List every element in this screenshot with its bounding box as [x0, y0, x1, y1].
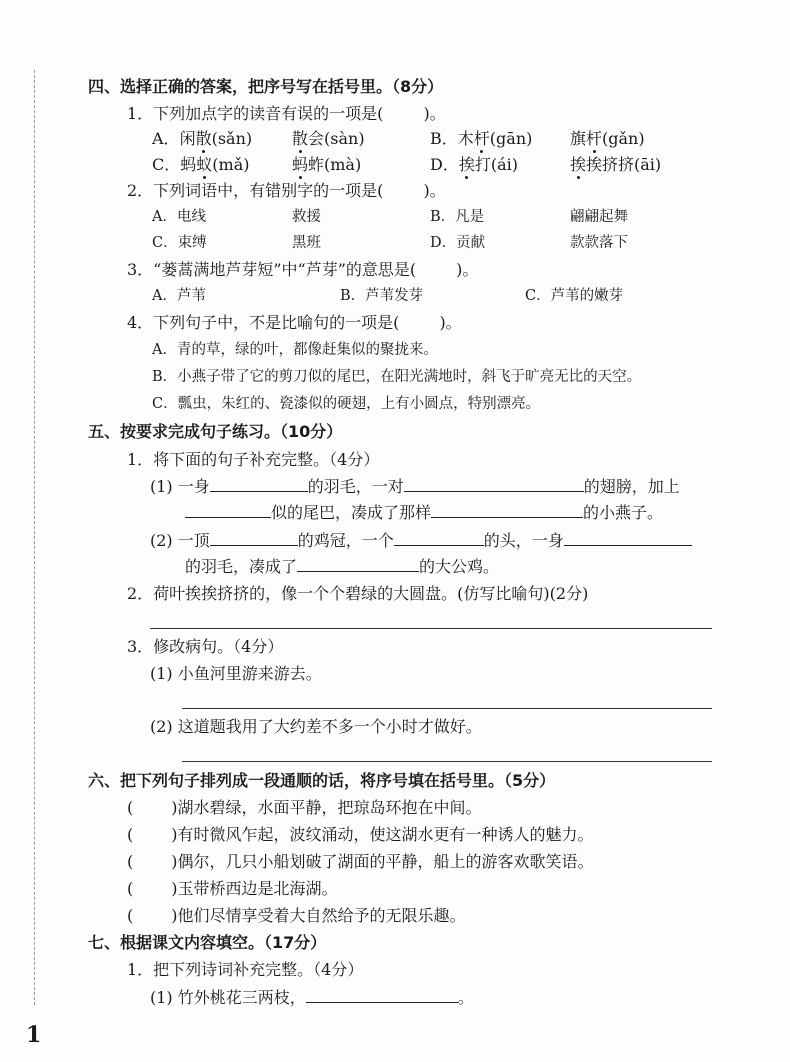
answer-line[interactable]	[150, 628, 712, 629]
margin-dashed-line	[34, 70, 35, 1005]
blank[interactable]	[210, 530, 298, 546]
q5-1-1-line2: 似的尾巴，凑成了那样 的小燕子。	[185, 502, 663, 523]
q4-1-option-c-word2: 蚂蚱(mà)	[292, 155, 362, 174]
order-item: ( )玉带桥西边是北海湖。	[127, 879, 338, 898]
q5-3-sentence-2: (2) 这道题我用了大约差不多一个小时才做好。	[150, 717, 482, 736]
order-item: ( )有时微风乍起，波纹涌动，使这湖水更有一种诱人的魅力。	[127, 825, 594, 844]
q4-2-option-d: D．贡献	[430, 235, 486, 251]
q4-4-option-b: B．小燕子带了它的剪刀似的尾巴，在阳光满地时，斜飞于旷亮无比的天空。	[152, 369, 642, 385]
q7-1-stem: 1．把下列诗词补充完整。（4分）	[127, 960, 364, 979]
q4-1-option-d: D．挨打(ái)	[430, 155, 519, 174]
q5-2-stem: 2．荷叶挨挨挤挤的，像一个个碧绿的大圆盘。(仿写比喻句)(2分)	[127, 584, 589, 603]
blank[interactable]	[297, 556, 419, 572]
q5-1-stem: 1．将下面的句子补充完整。（4分）	[127, 450, 380, 469]
order-item: ( )偶尔，几只小船划破了湖面的平静，船上的游客欢歌笑语。	[127, 852, 594, 871]
answer-line[interactable]	[182, 761, 712, 762]
q4-4-option-a: A．青的草，绿的叶，都像赶集似的聚拢来。	[152, 342, 438, 358]
q5-1-1-line1: (1) 一身 的羽毛，一对 的翅膀，加上	[150, 477, 680, 496]
section-6-title: 六、把下列句子排列成一段通顺的话，将序号填在括号里。（5分）	[88, 771, 556, 790]
q4-3-stem: 3．“蒌蒿满地芦芽短”中“芦芽”的意思是( )。	[127, 260, 479, 279]
order-item: ( )他们尽情享受着大自然给予的无限乐趣。	[127, 906, 466, 925]
answer-line[interactable]	[182, 708, 712, 709]
q5-3-sentence-1: (1) 小鱼河里游来游去。	[150, 664, 322, 683]
q4-2-option-a-word2: 救援	[292, 209, 321, 225]
blank[interactable]	[185, 502, 271, 518]
section-7-title: 七、根据课文内容填空。（17分）	[88, 933, 327, 952]
q4-2-option-b: B．凡是	[430, 209, 485, 225]
section-4-title: 四、选择正确的答案，把序号写在括号里。（8分）	[88, 77, 444, 96]
blank[interactable]	[306, 987, 458, 1003]
q4-4-stem: 4．下列句子中，不是比喻句的一项是( )。	[127, 313, 462, 332]
blank[interactable]	[210, 476, 308, 492]
q4-1-option-a: A．闲散(sǎn)	[152, 129, 253, 148]
blank[interactable]	[404, 476, 584, 492]
q7-1-1-line: (1) 竹外桃花三两枝， 。	[150, 988, 474, 1007]
q4-2-option-d-word2: 款款落下	[570, 235, 628, 251]
q4-2-stem: 2．下列词语中，有错别字的一项是( )。	[127, 181, 446, 200]
blank[interactable]	[431, 502, 583, 518]
q4-1-stem: 1．下列加点字的读音有误的一项是( )。	[127, 104, 446, 123]
q4-1-option-d-word2: 挨挨挤挤(āi)	[570, 155, 662, 174]
q4-3-option-b: B．芦苇发芽	[340, 288, 424, 304]
blank[interactable]	[564, 530, 692, 546]
q4-2-option-a: A．电线	[152, 209, 206, 225]
q4-4-option-c: C．瓢虫，朱红的、瓷漆似的硬翅，上有小圆点，特别漂亮。	[152, 396, 541, 412]
q4-2-option-b-word2: 翩翩起舞	[570, 209, 628, 225]
q4-1-option-a-word2: 散会(sàn)	[292, 129, 365, 148]
order-item: ( )湖水碧绿，水面平静，把琼岛环抱在中间。	[127, 798, 482, 817]
q4-1-option-b: B．木杆(gān)	[430, 129, 533, 148]
q4-3-option-c: C．芦苇的嫩芽	[525, 288, 624, 304]
q4-1-option-c: C．蚂蚁(mǎ)	[152, 155, 250, 174]
q4-3-option-a: A．芦苇	[152, 288, 206, 304]
q4-2-option-c-word2: 黑班	[292, 235, 321, 251]
page-number: 1	[26, 1022, 42, 1048]
q4-2-option-c: C．束缚	[152, 235, 207, 251]
q5-1-2-line1: (2) 一顶 的鸡冠，一个 的头，一身	[150, 530, 692, 551]
blank[interactable]	[394, 530, 484, 546]
section-5-title: 五、按要求完成句子练习。（10分）	[88, 422, 343, 441]
q5-3-stem: 3．修改病句。（4分）	[127, 637, 284, 656]
q5-1-2-line2: 的羽毛，凑成了 的大公鸡。	[185, 557, 500, 576]
q4-1-option-b-word2: 旗杆(gǎn)	[570, 129, 645, 148]
